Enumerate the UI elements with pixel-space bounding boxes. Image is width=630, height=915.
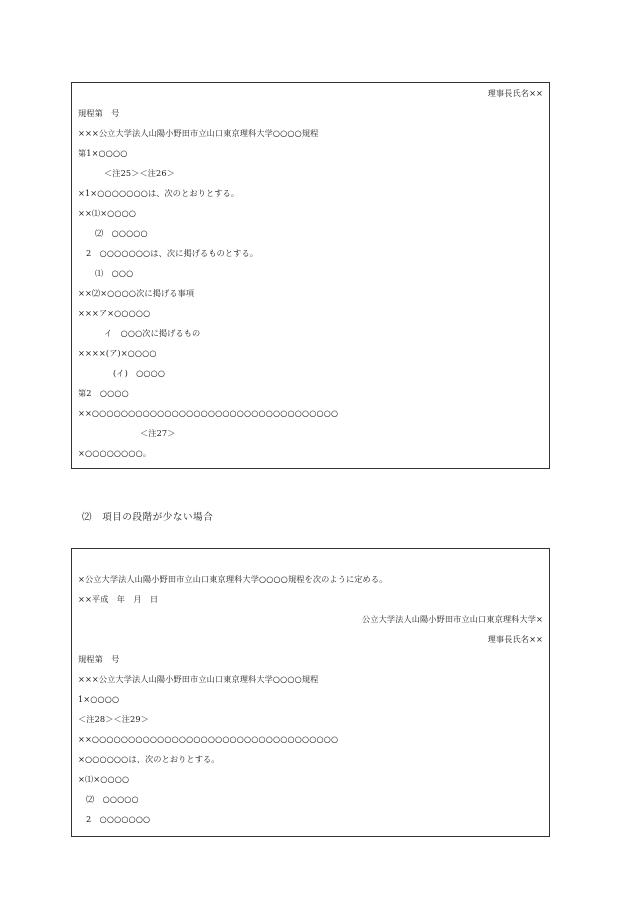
note-27-line: ＜注27＞ <box>140 428 176 438</box>
item-1-line: ××⑴×○○○○ <box>78 208 137 218</box>
subitem-i-line: イ ○○○次に掲げるもの <box>104 328 201 338</box>
item-2-line: ⑵ ○○○○○ <box>95 228 148 238</box>
text-line: ××○○○○○○○○○○○○○○○○○○○○○○○○○○○○○○○○○○ <box>78 408 339 418</box>
chairman-name-line: 理事長氏名×× <box>487 88 543 98</box>
article-1-line: 1×○○○○ <box>78 694 120 704</box>
article-2-line: 第2 ○○○○ <box>78 388 129 398</box>
regulation-title-line: ×××公立大学法人山陽小野田市立山口東京理科大学○○○○規程 <box>78 128 319 138</box>
regulation-number-line: 規程第 号 <box>78 108 120 118</box>
regulation-example-box-2 <box>71 548 550 837</box>
note-28-29-line: ＜注28＞＜注29＞ <box>78 714 149 724</box>
subitem-a-line: ×××ア×○○○○○ <box>78 308 151 318</box>
section-heading: ⑵ 項目の段階が少ない場合 <box>82 512 214 523</box>
subsubitem-i-line: (イ) ○○○○ <box>113 368 166 378</box>
enactment-line: ×公立大学法人山陽小野田市立山口東京理科大学○○○○規程を次のように定める。 <box>78 574 388 584</box>
paragraph-2-line: 2 ○○○○○○○ <box>86 814 151 824</box>
item-1-line: ×⑴×○○○○ <box>78 774 130 784</box>
item-1-line: ⑴ ○○○ <box>95 268 134 278</box>
text-line: ××○○○○○○○○○○○○○○○○○○○○○○○○○○○○○○○○○○ <box>78 734 339 744</box>
regulation-title-line: ×××公立大学法人山陽小野田市立山口東京理科大学○○○○規程 <box>78 674 319 684</box>
item-2-line: ⑵ ○○○○○ <box>86 794 139 804</box>
regulation-number-line: 規程第 号 <box>78 654 120 664</box>
paragraph-2-line: 2 ○○○○○○○は、次に掲げるものとする。 <box>86 248 259 258</box>
text-line: ×○○○○○○○○。 <box>78 448 152 458</box>
subsubitem-a-line: ××××(ア)×○○○○ <box>78 348 157 358</box>
date-line: ××平成 年 月 日 <box>78 594 159 604</box>
regulation-example-box-1 <box>71 82 550 469</box>
note-25-26-line: ＜注25＞＜注26＞ <box>104 168 175 178</box>
item-2-line: ××⑵×○○○○次に掲げる事項 <box>78 288 195 298</box>
article-1-line: 第1×○○○○ <box>78 148 128 158</box>
text-line: ×○○○○○○は、次のとおりとする。 <box>78 754 220 764</box>
chairman-name-line: 理事長氏名×× <box>487 634 543 644</box>
university-name-line: 公立大学法人山陽小野田市立山口東京理科大学× <box>362 614 543 624</box>
text-line: ×1×○○○○○○○は、次のとおりとする。 <box>78 188 240 198</box>
